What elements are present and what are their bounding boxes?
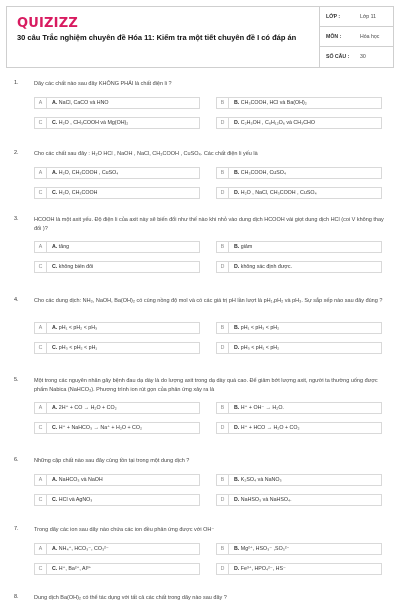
option-letter-box: B [217, 475, 229, 485]
option-body: C₂H₅OH , C₆H₁₂O₆ và CH₃CHO [240, 120, 315, 126]
question-text: Một trong các nguyên nhân gây bệnh đau dạ dày là do lượng axit trong dạ dày quá cao. Để giảm bớt lượng axit, người ta thường uống được phẩm Nabica (NaHCO₃). Phương trình ion rút gọn của phản ứng xảy ra là [34, 378, 378, 393]
option-body: HCl và AgNO₃ [58, 497, 93, 503]
option-text [47, 497, 92, 503]
option-text [47, 477, 103, 483]
answer-option-b[interactable] [216, 402, 382, 414]
option-prefix: C. [52, 264, 58, 270]
option-letter-box: D [217, 262, 229, 272]
option-letter-box: D [217, 343, 229, 353]
answer-option-c[interactable] [34, 187, 200, 199]
option-body: pH₃ < pH₁ < pH₂ [240, 345, 280, 351]
document-header [6, 6, 394, 68]
answer-option-b[interactable] [216, 241, 382, 253]
option-letter-box: C [35, 118, 47, 128]
option-text [47, 405, 117, 411]
option-text [47, 244, 69, 250]
option-prefix: A. [52, 477, 58, 483]
answer-option-d[interactable] [216, 187, 382, 199]
option-text [229, 100, 307, 106]
option-body: giảm [240, 244, 253, 250]
option-text [229, 546, 289, 552]
option-prefix: D. [234, 566, 240, 572]
option-prefix: D. [234, 190, 240, 196]
option-prefix: B. [234, 170, 240, 176]
option-text [47, 170, 118, 176]
option-body: không biến đổi [58, 264, 94, 270]
option-text [229, 497, 292, 503]
question-number: 5. [14, 377, 19, 383]
option-text [229, 264, 292, 270]
answer-option-d[interactable] [216, 422, 382, 434]
answer-option-a[interactable] [34, 402, 200, 414]
option-text [47, 566, 91, 572]
option-letter-box: B [217, 544, 229, 554]
answer-option-b[interactable] [216, 474, 382, 486]
question-text: Trong dãy các ion sau dãy nào chứa các ion đều phản ứng được với OH⁻ [34, 527, 215, 533]
option-body: Mg²⁺, HSO₃⁻ ,SO₃²⁻ [240, 546, 290, 552]
question-text: Dung dịch Ba(OH)₂ có thể tác dụng với tất cả các chất trong dãy nào sau đây ? [34, 595, 227, 600]
answer-option-c[interactable] [34, 422, 200, 434]
option-prefix: D. [234, 425, 240, 431]
answer-option-b[interactable] [216, 322, 382, 334]
option-text [47, 100, 109, 106]
option-body: H⁺ + NaHCO₃ → Na⁺ + H₂O + CO₂ [58, 425, 143, 431]
option-body: Fe³⁺, HPO₄²⁻, HS⁻ [240, 566, 286, 572]
option-body: H⁺ + HCO → H₂O + CO₂ [240, 425, 300, 431]
option-prefix: A. [52, 244, 58, 250]
option-text [229, 325, 279, 331]
option-body: NH₄⁺, HCO₃⁻, CO₃²⁻ [58, 546, 109, 552]
option-prefix: D. [234, 497, 240, 503]
meta-row-count [319, 47, 393, 67]
option-body: NaHSO₃ và NaHSO₄. [240, 497, 292, 503]
question-number: 4. [14, 297, 19, 303]
option-body: H₂O, CH₃COOH [58, 190, 98, 196]
answer-option-c[interactable] [34, 342, 200, 354]
option-letter-box: A [35, 168, 47, 178]
option-letter-box: B [217, 323, 229, 333]
option-prefix: C. [52, 566, 58, 572]
option-text [47, 120, 128, 126]
option-text [47, 546, 109, 552]
option-body: H₂O , NaCl, CH₃COOH , CuSO₄ [240, 190, 317, 196]
option-letter-box: A [35, 544, 47, 554]
question-number: 3. [14, 216, 19, 222]
option-prefix: A. [52, 100, 58, 106]
option-body: NaCl, CaCO và HNO [58, 100, 109, 106]
option-prefix: A. [52, 405, 58, 411]
option-prefix: B. [234, 244, 240, 250]
option-body: CH₃COOH, HCl và Ba(OH)₂ [240, 100, 307, 106]
option-body: K₂SO₄ và NaNO₃ [240, 477, 282, 483]
option-prefix: D. [234, 345, 240, 351]
option-text [47, 264, 93, 270]
option-letter-box: D [217, 495, 229, 505]
option-letter-box: D [217, 564, 229, 574]
option-letter-box: B [217, 168, 229, 178]
meta-key: SỐ CÂU : [326, 54, 350, 60]
option-letter-box: A [35, 98, 47, 108]
answer-option-b[interactable] [216, 167, 382, 179]
option-prefix: B. [234, 325, 240, 331]
option-text [47, 345, 97, 351]
document-title: 30 câu Trắc nghiệm chuyên đề Hóa 11: Kiểm tra một tiết chuyên đề I có đáp án [17, 33, 297, 42]
option-letter-box: D [217, 118, 229, 128]
question-number: 6. [14, 457, 19, 463]
meta-value: Hóa học [360, 33, 380, 40]
option-text [229, 566, 286, 572]
option-prefix: C. [52, 345, 58, 351]
option-letter-box: A [35, 475, 47, 485]
meta-row-class [319, 7, 393, 27]
answer-option-a[interactable] [34, 543, 200, 555]
option-letter-box: C [35, 262, 47, 272]
answer-option-d[interactable] [216, 342, 382, 354]
answer-option-d[interactable] [216, 261, 382, 273]
option-text [229, 170, 286, 176]
answer-option-c[interactable] [34, 563, 200, 575]
option-prefix: B. [234, 100, 240, 106]
answer-option-c[interactable] [34, 261, 200, 273]
meta-table [319, 7, 393, 69]
option-letter-box: D [217, 188, 229, 198]
question-text: Dãy các chất nào sau đây KHÔNG PHẢI là chất điện li ? [34, 81, 172, 87]
option-letter-box: B [217, 242, 229, 252]
option-text [229, 244, 252, 250]
option-body: tăng [58, 244, 70, 250]
question-number: 8. [14, 594, 19, 600]
option-letter-box: A [35, 242, 47, 252]
option-body: CH₃COOH, CuSO₄ [240, 170, 287, 176]
option-prefix: A. [52, 546, 58, 552]
answer-option-c[interactable] [34, 117, 200, 129]
option-body: H₂O , CH₃COOH và Mg(OH)₂ [58, 120, 129, 126]
option-body: H⁺ + OH⁻ → H₂O. [240, 405, 284, 411]
answer-option-b[interactable] [216, 97, 382, 109]
option-letter-box: B [217, 403, 229, 413]
question-number: 2. [14, 150, 19, 156]
option-body: NaHCO₃ và NaOH [58, 477, 103, 483]
option-body: pH₁ < pH₃ < pH₂ [240, 325, 280, 331]
option-letter-box: C [35, 343, 47, 353]
option-prefix: A. [52, 325, 58, 331]
option-letter-box: A [35, 403, 47, 413]
option-body: pH₁ < pH₂ < pH₃ [58, 325, 98, 331]
answer-option-a[interactable] [34, 97, 200, 109]
option-prefix: B. [234, 546, 240, 552]
answer-option-a[interactable] [34, 167, 200, 179]
answer-option-d[interactable] [216, 494, 382, 506]
option-letter-box: B [217, 98, 229, 108]
option-prefix: C. [52, 190, 58, 196]
option-text [47, 190, 97, 196]
option-text [47, 325, 97, 331]
option-letter-box: C [35, 188, 47, 198]
option-text [229, 190, 317, 196]
meta-key: LỚP : [326, 13, 341, 20]
question-number: 7. [14, 526, 19, 532]
meta-value: 30 [360, 54, 366, 60]
question-text: HCOOH là một axit yếu. Độ điện li của axit này sẽ biến đổi như thế nào khi nhỏ vào dung dịch HCOOH vài giọt dung dịch HCl (coi V không thay đổi )? [34, 217, 384, 232]
option-prefix: A. [52, 170, 58, 176]
option-prefix: C. [52, 497, 58, 503]
option-text [229, 345, 279, 351]
option-body: H⁺, Ba²⁺, Al³⁺ [58, 566, 92, 572]
answer-option-d[interactable] [216, 563, 382, 575]
option-letter-box: C [35, 423, 47, 433]
option-letter-box: D [217, 423, 229, 433]
option-prefix: C. [52, 425, 58, 431]
option-letter-box: A [35, 323, 47, 333]
answer-option-b[interactable] [216, 543, 382, 555]
question-text: Cho các chất sau đây : H₂O HCl , NaOH , NaCl, CH₃COOH , CuSO₄. Các chất điện li yếu là [34, 151, 258, 157]
option-prefix: B. [234, 405, 240, 411]
option-body: 2H⁺ + CO → H₂O + CO₂ [58, 405, 117, 411]
answer-option-a[interactable] [34, 322, 200, 334]
answer-option-a[interactable] [34, 241, 200, 253]
option-prefix: B. [234, 477, 240, 483]
option-prefix: D. [234, 264, 240, 270]
question-number: 1. [14, 80, 19, 86]
meta-row-subject [319, 27, 393, 47]
answer-option-d[interactable] [216, 117, 382, 129]
option-text [229, 425, 300, 431]
option-body: H₂O, CH₃COOH , CuSO₄ [58, 170, 119, 176]
option-letter-box: C [35, 564, 47, 574]
option-letter-box: C [35, 495, 47, 505]
option-body: không xác định được. [240, 264, 292, 270]
meta-value: Lớp 11 [360, 13, 376, 20]
question-text: Những cặp chất nào sau đây cùng tồn tại trong một dung dịch ? [34, 458, 190, 464]
option-prefix: C. [52, 120, 58, 126]
option-text [229, 405, 284, 411]
answer-option-c[interactable] [34, 494, 200, 506]
question-text: Cho các dung dịch: NH₃, NaOH, Ba(OH)₂ có cùng nồng độ mol và có các giá trị pH lần lượt là pH₁,pH₂ và pH₃. Sự sắp xếp nào sau đây đúng ? [34, 298, 383, 304]
option-text [229, 120, 315, 126]
option-text [47, 425, 142, 431]
option-text [229, 477, 282, 483]
quizizz-logo: QUIZIZZ [17, 16, 78, 31]
meta-key: MÔN : [326, 33, 342, 40]
answer-option-a[interactable] [34, 474, 200, 486]
option-body: pH₃ < pH₂ < pH₁ [58, 345, 98, 351]
option-prefix: D. [234, 120, 240, 126]
